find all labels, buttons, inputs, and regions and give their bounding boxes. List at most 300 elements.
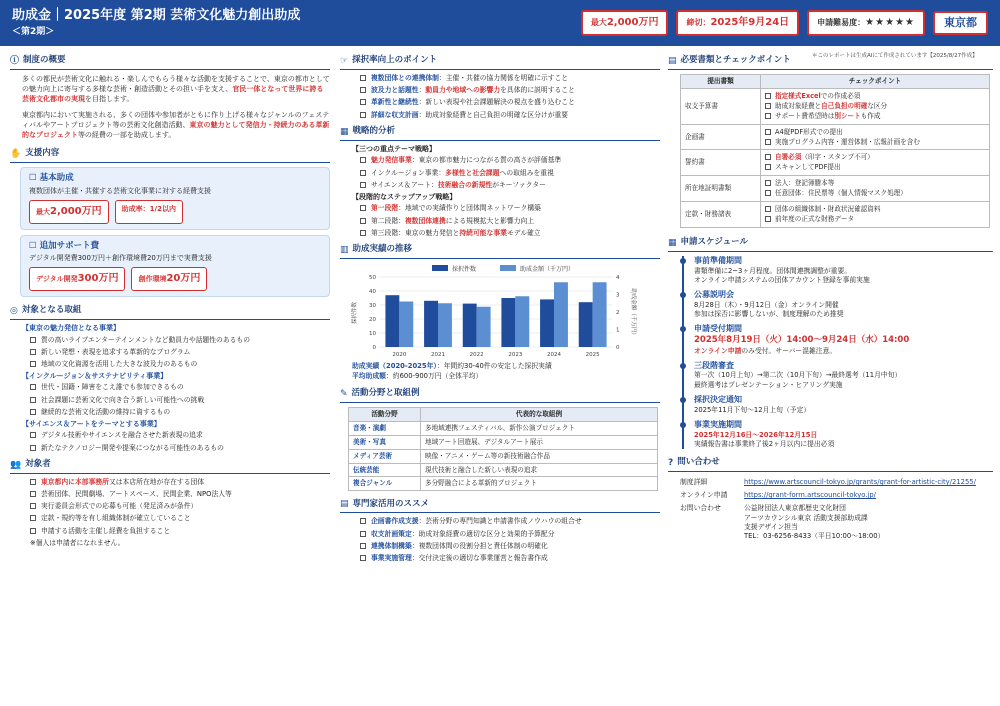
list-item: [30, 444, 330, 453]
checkbox-icon: [765, 129, 771, 135]
y-tick-left: 50: [369, 275, 376, 282]
schedule-line: 2025年11月下旬～12月上旬（予定）: [694, 405, 811, 414]
applicants-list: [30, 478, 330, 487]
bar-count: [540, 299, 554, 347]
table-row: [681, 176, 990, 202]
contact-link[interactable]: https://grant-form.artscouncil-tokyo.jp/: [744, 491, 876, 500]
check-item: [765, 92, 985, 101]
schedule-line: [694, 347, 993, 356]
list-item-text: [41, 383, 184, 392]
schedule-period: 2025年8月19日（火）14:00～9月24日（水）14:00: [694, 335, 910, 346]
question-icon: ?: [668, 457, 674, 468]
list-item-text: [371, 156, 561, 165]
list-item-text: [41, 408, 170, 417]
basic-grant-desc: 複数団体が主催・共催する芸術文化事業に対する経費支援: [29, 186, 211, 195]
check-text: [775, 179, 834, 188]
target-group-heading: 【インクルージョン＆サステナビリティ事業】: [22, 372, 168, 381]
schedule-line: 参加は採否に影響しないが、制度理解のため推奨: [694, 310, 844, 319]
deadline-badge: 締切：2025年9月24日: [676, 10, 799, 36]
list-item: [30, 336, 330, 345]
strategy-head1: 【三つの重点テーマ戦略】: [352, 144, 436, 153]
list-item: [30, 348, 330, 357]
check-text: [775, 163, 841, 172]
checkbox-icon: [360, 531, 366, 537]
doc-name: 所在地証明書類: [681, 176, 761, 202]
legend-label-count: 採択件数: [452, 266, 477, 274]
list-item-text: [41, 360, 197, 369]
bar-amount: [399, 302, 413, 348]
targets-heading: ◎ 対象となる取組: [10, 302, 330, 320]
creative-pill: 創作環境20万円: [131, 267, 207, 291]
text-run: 複数団体連携: [404, 216, 446, 225]
legend-swatch-amount: [500, 265, 516, 271]
schedule-line: 第一次（10月上旬）→第二次（10月下旬）→最終選考（11月中旬）: [694, 371, 902, 380]
schedule-heading: ▦ 申請スケジュール: [668, 234, 993, 252]
checkbox-icon: [30, 409, 36, 415]
check-text: [775, 112, 881, 121]
contact-table: [676, 476, 1000, 543]
page-subtitle: ＜第2期＞: [12, 26, 55, 37]
legend-label-amount: 助成金額（千万円）: [520, 266, 575, 274]
checkbox-icon: [360, 218, 366, 224]
doc-checks: [761, 202, 990, 228]
list-item: [30, 396, 330, 405]
region-badge: 東京都: [933, 11, 988, 36]
text-run: 革新性と継続性: [371, 98, 419, 107]
text-run: 法人：登記簿謄本等: [775, 179, 835, 188]
list-item: [30, 431, 330, 440]
check-item: [765, 128, 985, 137]
text-run: 地域の文化資源を活用した大きな波及力のあるもの: [41, 359, 198, 368]
grant-chart: [340, 263, 640, 359]
checkbox-icon: [360, 230, 366, 236]
text-run: のみ受付。サーバー混雑注意。: [741, 346, 837, 355]
inquiry-line: TEL：03-6256-8433（平日10:00～18:00）: [744, 531, 885, 540]
book-icon: ▤: [340, 499, 349, 510]
schedule-item: [694, 324, 993, 355]
legend-swatch-count: [432, 265, 448, 271]
table-cell: 映像・アニメ・ゲーム等の新技術融合作品: [421, 449, 658, 463]
checkbox-icon: [765, 180, 771, 186]
text-run: 第三段階：東京の魅力発信と: [371, 228, 460, 237]
expert-list: [360, 517, 660, 563]
list-item: [30, 502, 330, 511]
target-icon: ◎: [10, 305, 18, 316]
y-tick-left: 0: [372, 345, 376, 352]
bar-amount: [438, 303, 452, 347]
table-cell: 音楽・演劇: [349, 421, 421, 435]
list-item-text: [41, 527, 170, 536]
list-item: [30, 527, 330, 536]
table-cell: 美術・写真: [349, 435, 421, 449]
doc-name: 誓約書: [681, 150, 761, 176]
fields-table: [348, 407, 658, 491]
inquiry-line: アーツカウンシル東京 活動支援部助成課: [744, 513, 868, 522]
check-item: [765, 102, 985, 111]
applicants-footnote: ※個人は申請者になれません。: [30, 538, 125, 547]
text-run: 企画書作成支援: [371, 517, 419, 526]
checkbox-icon: [765, 93, 771, 99]
checkbox-icon: [765, 113, 771, 119]
x-tick: 2024: [547, 352, 561, 359]
text-run: ：: [418, 86, 426, 95]
bar-amount: [593, 282, 607, 347]
docs-col-name: 提出書類: [681, 75, 761, 89]
y-tick-left: 40: [369, 289, 376, 296]
targets-list: [10, 324, 330, 453]
schedule-line: 書類準備に2~3ヶ月程度。団体間連携調整が重要。: [694, 266, 852, 275]
table-cell: 地域アート回遊展、デジタルアート展示: [421, 435, 658, 449]
doc-name: 定款・財務諸表: [681, 202, 761, 228]
bar-amount: [477, 307, 491, 347]
text-run: ：東京の都市魅力につながる質の高さが評価基準: [411, 156, 562, 165]
text-run: 収支計画策定: [371, 529, 412, 538]
bar-count: [385, 295, 399, 347]
target-group-heading: 【東京の魅力発信となる事業】: [22, 324, 120, 333]
inquiry-line: 支援デザイン担当: [744, 522, 798, 531]
table-cell: 複合ジャンル: [349, 477, 421, 491]
check-text: [775, 205, 881, 214]
applicants-items: [30, 490, 330, 536]
points-heading: ☞ 採択率向上のポイント: [340, 52, 660, 70]
checkbox-icon: [360, 112, 366, 118]
checkbox-icon: [30, 361, 36, 367]
docs-heading: ▤ 必要書類とチェックポイント: [668, 52, 993, 70]
max-amount-badge: 最大2,000万円: [581, 10, 669, 36]
text-run: 世代・国籍・障害をこえ誰でも参加できるもの: [41, 383, 184, 392]
text-run: 2025年12月16日～2026年12月15日: [694, 430, 818, 439]
list-item-text: [41, 444, 224, 453]
list-item-text: [41, 348, 190, 357]
list-item: [30, 383, 330, 392]
check-item: [765, 215, 985, 224]
expert-heading: ▤ 専門家活用のススメ: [340, 495, 660, 513]
target-group-list: [30, 431, 330, 452]
check-text: [775, 189, 907, 198]
header-badges: [581, 10, 988, 36]
text-run: 新しい発想・表現を追求する革新的なプログラム: [41, 347, 191, 356]
bar-amount: [515, 296, 529, 347]
y-tick-left: 10: [369, 331, 376, 338]
contact-label: 制度詳細: [680, 478, 708, 487]
chart-summary: 助成実績（2020-2025年）：年間約30-40件の安定した採択実績 平均助成額：約600-900万円（全体平均）: [352, 362, 552, 380]
text-run: 技術融合の新規性: [437, 180, 493, 189]
text-run: 持続可能な事業: [459, 228, 507, 237]
text-run: スキャンしてPDF提出: [775, 163, 841, 172]
text-run: 第二段階：: [371, 216, 405, 225]
checkbox-icon: [765, 103, 771, 109]
schedule-line: [694, 431, 993, 440]
schedule-item: [694, 290, 993, 319]
list-item: [360, 229, 660, 238]
schedule-title: 事業実施期間: [694, 419, 742, 429]
text-run: ：主催・共催の協力関係を明確に示すこと: [438, 74, 569, 83]
table-row: [349, 421, 658, 435]
support-heading: ✋ 支援内容: [10, 145, 330, 163]
checkbox-icon: [765, 216, 771, 222]
column-right: [668, 52, 993, 543]
list-item: [360, 169, 660, 178]
list-item: [360, 542, 660, 551]
handshake-icon: ✋: [10, 148, 22, 159]
text-run: ：複数団体間の役割分担と責任体制の明確化: [411, 541, 548, 550]
y-tick-left: 20: [369, 317, 376, 324]
schedule-item: [694, 256, 993, 285]
schedule-item: [694, 420, 993, 449]
text-run: 社会課題に芸術文化で向き合う新しい可能性への挑戦: [41, 395, 205, 404]
schedule-title: 事前準備期間: [694, 255, 742, 265]
points-list: [360, 74, 660, 120]
check-text: [775, 128, 843, 137]
checkbox-icon: [30, 503, 36, 509]
check-text: [775, 92, 860, 101]
table-cell: 伝統芸能: [349, 463, 421, 477]
checkbox-icon: [30, 349, 36, 355]
list-item: [30, 514, 330, 523]
text-run: 新たなテクノロジー開発や提案につながる可能性のあるもの: [41, 443, 224, 452]
bar-count: [463, 304, 477, 347]
table-row: [349, 435, 658, 449]
list-item: [360, 98, 660, 107]
check-item: [765, 179, 985, 188]
list-item-text: [41, 336, 250, 345]
table-row: [349, 449, 658, 463]
check-text: [775, 153, 874, 162]
table-row: [681, 89, 990, 125]
list-item-text: [41, 514, 191, 523]
inquiry-label: お問い合わせ: [680, 504, 721, 513]
target-group-heading: 【サイエンス＆アートをテーマとする事業】: [22, 419, 161, 428]
checkbox-icon: [765, 190, 771, 196]
list-item-text: [41, 431, 203, 440]
list-item: [360, 181, 660, 190]
schedule-line: 実績報告書は事業終了後2ヶ月以内に提出必須: [694, 439, 835, 448]
people-icon: 👥: [10, 459, 22, 470]
list-item-text: [371, 542, 548, 551]
checkbox-icon: [30, 397, 36, 403]
chart-icon: ▥: [340, 244, 349, 255]
text-run: 実施プログラム内容・運営体制・広報計画を含む: [775, 137, 920, 146]
checkbox-icon: [360, 157, 366, 163]
text-run: 前年度の正式な財務データ: [775, 214, 855, 223]
docs-col-check: チェックポイント: [761, 75, 990, 89]
contact-link[interactable]: https://www.artscouncil-tokyo.jp/grants/grant-for-artistic-city/21255/: [744, 478, 976, 487]
text-run: （印字・スタンプ不可）: [801, 153, 874, 162]
basic-grant-box: [20, 167, 330, 229]
docs-table: [680, 74, 990, 228]
check-item: [765, 163, 985, 172]
column-left: [10, 52, 330, 548]
checkbox-icon: [765, 164, 771, 170]
table-row: [681, 124, 990, 150]
list-item: [360, 204, 660, 213]
inquiry-line: 公益財団法人東京都歴史文化財団: [744, 504, 846, 513]
bar-count: [501, 298, 515, 347]
bar-count: [424, 301, 438, 347]
contact-link-cell: [740, 489, 1000, 502]
list-item-text: [371, 98, 575, 107]
list-item-text: [41, 502, 197, 511]
text-run: 助成対象経費と: [775, 101, 822, 110]
text-run: デジタル技術やサイエンスを融合させた新表現の追求: [41, 431, 203, 440]
x-tick: 2022: [469, 352, 484, 359]
contact-link-cell: [740, 476, 1000, 489]
schedule-title: 採択決定通知: [694, 394, 742, 404]
schedule-timeline: [682, 256, 993, 449]
list-item-text: [371, 181, 546, 190]
text-run: 事業実施管理: [371, 553, 412, 562]
y-tick-left: 30: [369, 303, 376, 310]
doc-checks: [761, 124, 990, 150]
fields-col-field: 活動分野: [349, 407, 421, 421]
difficulty-stars: ★★★★★: [865, 17, 915, 29]
text-run: 定款・規約等を有し組織体制が確立していること: [41, 514, 191, 523]
table-cell: メディア芸術: [349, 449, 421, 463]
fields-col-example: 代表的な取組例: [421, 407, 658, 421]
document-icon: ▤: [668, 56, 677, 66]
header-title-block: [12, 8, 300, 38]
y-tick-right: 1: [616, 327, 620, 334]
text-run: ：地域での実績作りと団体間ネットワーク構築: [398, 204, 541, 213]
additional-support-desc: デジタル開発費300万円＋創作環境費20万円まで実費支援: [29, 254, 212, 262]
checkbox-icon: [360, 182, 366, 188]
digital-pill: デジタル開発300万円: [29, 267, 125, 291]
difficulty-badge: 申請難易度：★★★★★: [807, 10, 925, 36]
check-item: [765, 112, 985, 121]
strategy-head2: 【段階的なステップアップ戦略】: [352, 192, 457, 201]
palette-icon: ✎: [340, 388, 348, 399]
doc-checks: [761, 89, 990, 125]
schedule-item: [694, 395, 993, 415]
table-cell: 現代技術と融合した新しい表現の追求: [421, 463, 658, 477]
bar-amount: [554, 282, 568, 347]
checkbox-icon: [360, 555, 366, 561]
checkbox-icon: [765, 154, 771, 160]
target-group-list: [30, 383, 330, 417]
schedule-title: 申請受付期間: [694, 324, 742, 334]
check-text: [775, 102, 887, 111]
list-item-text: [371, 217, 534, 226]
text-run: がキーファクター: [492, 180, 546, 189]
chart-heading: ▥ 助成実績の推移: [340, 241, 660, 259]
table-cell: 多分野融合による革新的プロジェクト: [421, 477, 658, 491]
schedule-line: オンライン申請システムの団体アカウント登録を事前実施: [694, 275, 870, 284]
overview-p2: 東京都内において実施される、多くの団体や参加者がともに作り上げる様々なジャンルのフェスティバルやアートプロジェクト等の芸術文化創造活動、東京の魅力として発信力・持続力のある革新的なプロジェクト等の経費の一部を助成します。: [22, 110, 330, 139]
x-tick: 2025: [585, 352, 600, 359]
text-run: モデル確立: [506, 228, 541, 237]
page-title: 助成金｜2025年度 第2期 芸術文化魅力創出助成: [12, 8, 301, 24]
text-run: 動員力や地域への影響力: [425, 86, 501, 95]
text-run: 第一段階: [371, 204, 399, 213]
text-run: A4縦PDF形式での提出: [775, 127, 843, 136]
checkbox-icon: [360, 170, 366, 176]
strategy-themes: [360, 156, 660, 190]
checkbox-icon: [30, 515, 36, 521]
checkbox-icon: [30, 432, 36, 438]
inquiry-lines: [740, 502, 1000, 543]
fields-heading: ✎ 活動分野と取組例: [340, 385, 660, 403]
y-tick-right: 0: [616, 345, 620, 352]
text-run: も作成: [860, 111, 881, 120]
basic-max-pill: 最大2,000万円: [29, 200, 109, 224]
list-item: [360, 156, 660, 165]
list-item: [30, 408, 330, 417]
checkbox-icon: [360, 518, 366, 524]
applicants-heading: 👥 対象者: [10, 456, 330, 474]
column-middle: [340, 52, 660, 566]
text-run: 継続的な芸術文化活動の維持に資するもの: [41, 407, 171, 416]
checkbox-icon: [360, 205, 366, 211]
table-row: [349, 463, 658, 477]
checkbox-icon: [360, 99, 366, 105]
additional-support-title: ☐ 追加サポート費: [29, 240, 100, 251]
check-item: [765, 189, 985, 198]
list-item: [30, 360, 330, 369]
table-row: [349, 477, 658, 491]
text-run: ：新しい表現や社会課題解決の視点を盛り込むこと: [418, 98, 575, 107]
text-run: ：助成対象経費の適切な区分と効果的予算配分: [411, 529, 555, 538]
list-item-text: [371, 554, 548, 563]
doc-name: 企画書: [681, 124, 761, 150]
text-run: 質の高いライブエンターテインメントなど動員力や話題性のあるもの: [41, 335, 251, 344]
checkbox-icon: [765, 139, 771, 145]
list-item-text: [371, 86, 575, 95]
list-item-text: [371, 229, 541, 238]
schedule-title: 三段階審査: [694, 360, 734, 370]
contact-label: オンライン申請: [680, 491, 728, 500]
text-run: 魅力発信事業: [371, 156, 412, 165]
text-run: 芸術団体、民間劇場、アートスペース、民間企業、NPO法人等: [41, 490, 232, 499]
text-run: への取組みを重視: [499, 168, 554, 177]
list-item-text: [371, 169, 554, 178]
list-item: [30, 490, 330, 499]
checkbox-icon: [360, 543, 366, 549]
text-run: インクルージョン事業：: [371, 168, 446, 177]
checkbox-icon: [30, 337, 36, 343]
text-run: ：交付決定後の適切な事業運営と報告書作成: [411, 553, 548, 562]
overview-p1: 多くの都民が芸術文化に触れる・楽しんでもらう様々な活動を支援することで、東京の都市としての魅力向上に寄与する多様な芸術・創造活動とその担い手を支え、官民一体となって世界に誇る芸術文化都市の実現を目指します。: [22, 75, 330, 104]
text-run: 多様性と社会課題: [445, 168, 500, 177]
x-tick: 2021: [431, 352, 445, 359]
hand-icon: ☞: [340, 56, 349, 66]
list-item: [360, 554, 660, 563]
list-item-text: [371, 530, 555, 539]
list-item-text: [41, 490, 232, 499]
strategy-heading: ▦ 戦略的分析: [340, 123, 660, 141]
text-run: 指定様式Excel: [775, 92, 821, 101]
target-group-list: [30, 336, 330, 370]
header-bar: [0, 0, 1000, 46]
list-item: [360, 74, 660, 83]
list-item-text: [371, 74, 568, 83]
checkbox-icon: [360, 87, 366, 93]
y-tick-right: 4: [616, 275, 620, 282]
text-run: 実行委員会形式での応募も可能（発足済みが条件）: [41, 502, 198, 511]
text-run: 自己負担の明確: [821, 101, 868, 110]
check-item: [765, 138, 985, 147]
text-run: オンライン申請: [694, 346, 742, 355]
text-run: 連携体制構築: [371, 541, 412, 550]
table-row: [681, 202, 990, 228]
contact-row: [676, 476, 1000, 489]
contact-row: [676, 489, 1000, 502]
y-axis-label-left: 採択件数: [352, 302, 358, 325]
text-run: な区分: [867, 101, 888, 110]
text-run: 詳細な収支計画: [371, 110, 419, 119]
list-item: [360, 86, 660, 95]
x-tick: 2023: [508, 352, 523, 359]
checkbox-icon: [30, 445, 36, 451]
